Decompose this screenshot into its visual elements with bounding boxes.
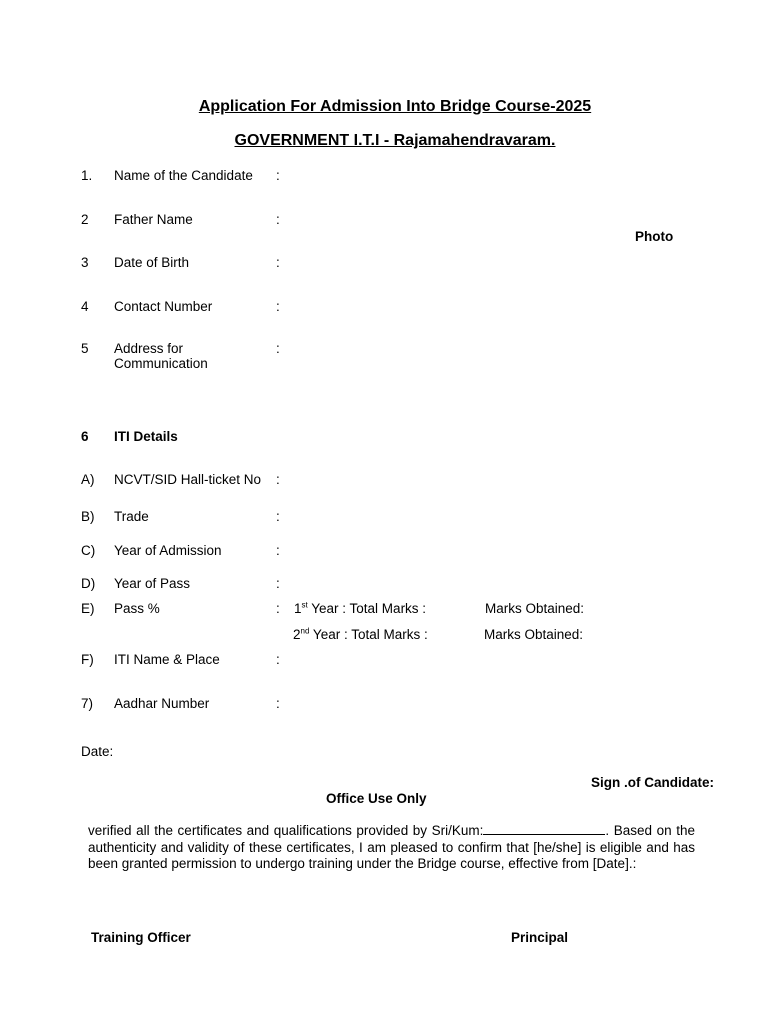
year-total-marks: 1st Year : Total Marks : <box>294 600 427 616</box>
section-number: 6 <box>81 429 89 444</box>
field-label-line2: Communication <box>114 356 208 371</box>
field-label: Trade <box>114 509 149 524</box>
field-number: F) <box>81 652 94 667</box>
field-colon: : <box>276 255 280 270</box>
field-number: B) <box>81 509 95 524</box>
candidate-name-blank <box>483 822 605 835</box>
principal-label: Principal <box>511 930 569 945</box>
field-colon: : <box>276 696 280 711</box>
marks-obtained: Marks Obtained: <box>485 601 585 616</box>
field-number: 1. <box>81 168 93 183</box>
verification-paragraph: verified all the certificates and qualifications provided by Sri/Kum: . Based on the authenticity and validity of these certificates, I am pleased to confirm that [he/she] is eligible and has been granted permission to undergo training under the Bridge course, effective from [Date].: <box>88 823 695 871</box>
field-number: A) <box>81 472 95 487</box>
field-number: 7) <box>81 696 94 711</box>
candidate-signature-label: Sign .of Candidate: <box>591 775 714 790</box>
field-colon: : <box>276 212 280 227</box>
field-colon: : <box>276 576 280 591</box>
field-number: D) <box>81 576 96 591</box>
field-label: Year of Admission <box>114 543 222 558</box>
field-label: Father Name <box>114 212 193 227</box>
field-label: Address for <box>114 341 184 356</box>
field-colon: : <box>276 341 280 356</box>
field-label: ITI Name & Place <box>114 652 220 667</box>
field-number: 4 <box>81 299 89 314</box>
field-colon: : <box>276 652 280 667</box>
field-number: C) <box>81 543 96 558</box>
field-label: Contact Number <box>114 299 213 314</box>
field-label: NCVT/SID Hall-ticket No <box>114 472 262 487</box>
field-colon: : <box>276 543 280 558</box>
section-heading: ITI Details <box>114 429 178 444</box>
field-number: E) <box>81 601 95 616</box>
photo-label: Photo <box>635 229 674 244</box>
institute-name: GOVERNMENT I.T.I - Rajamahendravaram. <box>234 132 556 149</box>
form-title: Application For Admission Into Bridge Course-2025 <box>198 98 592 115</box>
field-label: Name of the Candidate <box>114 168 253 183</box>
field-label: Year of Pass <box>114 576 191 591</box>
field-label: Aadhar Number <box>114 696 210 711</box>
training-officer-label: Training Officer <box>91 930 191 945</box>
office-use-heading: Office Use Only <box>326 791 427 806</box>
field-colon: : <box>276 601 280 616</box>
field-colon: : <box>276 509 280 524</box>
field-number: 5 <box>81 341 89 356</box>
date-label: Date: <box>81 744 114 759</box>
field-colon: : <box>276 299 280 314</box>
field-number: 2 <box>81 212 89 227</box>
field-number: 3 <box>81 255 89 270</box>
field-colon: : <box>276 472 280 487</box>
field-label: Date of Birth <box>114 255 190 270</box>
year-total-marks: 2nd Year : Total Marks : <box>293 626 428 642</box>
field-label: Pass % <box>114 601 160 616</box>
field-colon: : <box>276 168 280 183</box>
marks-obtained: Marks Obtained: <box>484 627 584 642</box>
